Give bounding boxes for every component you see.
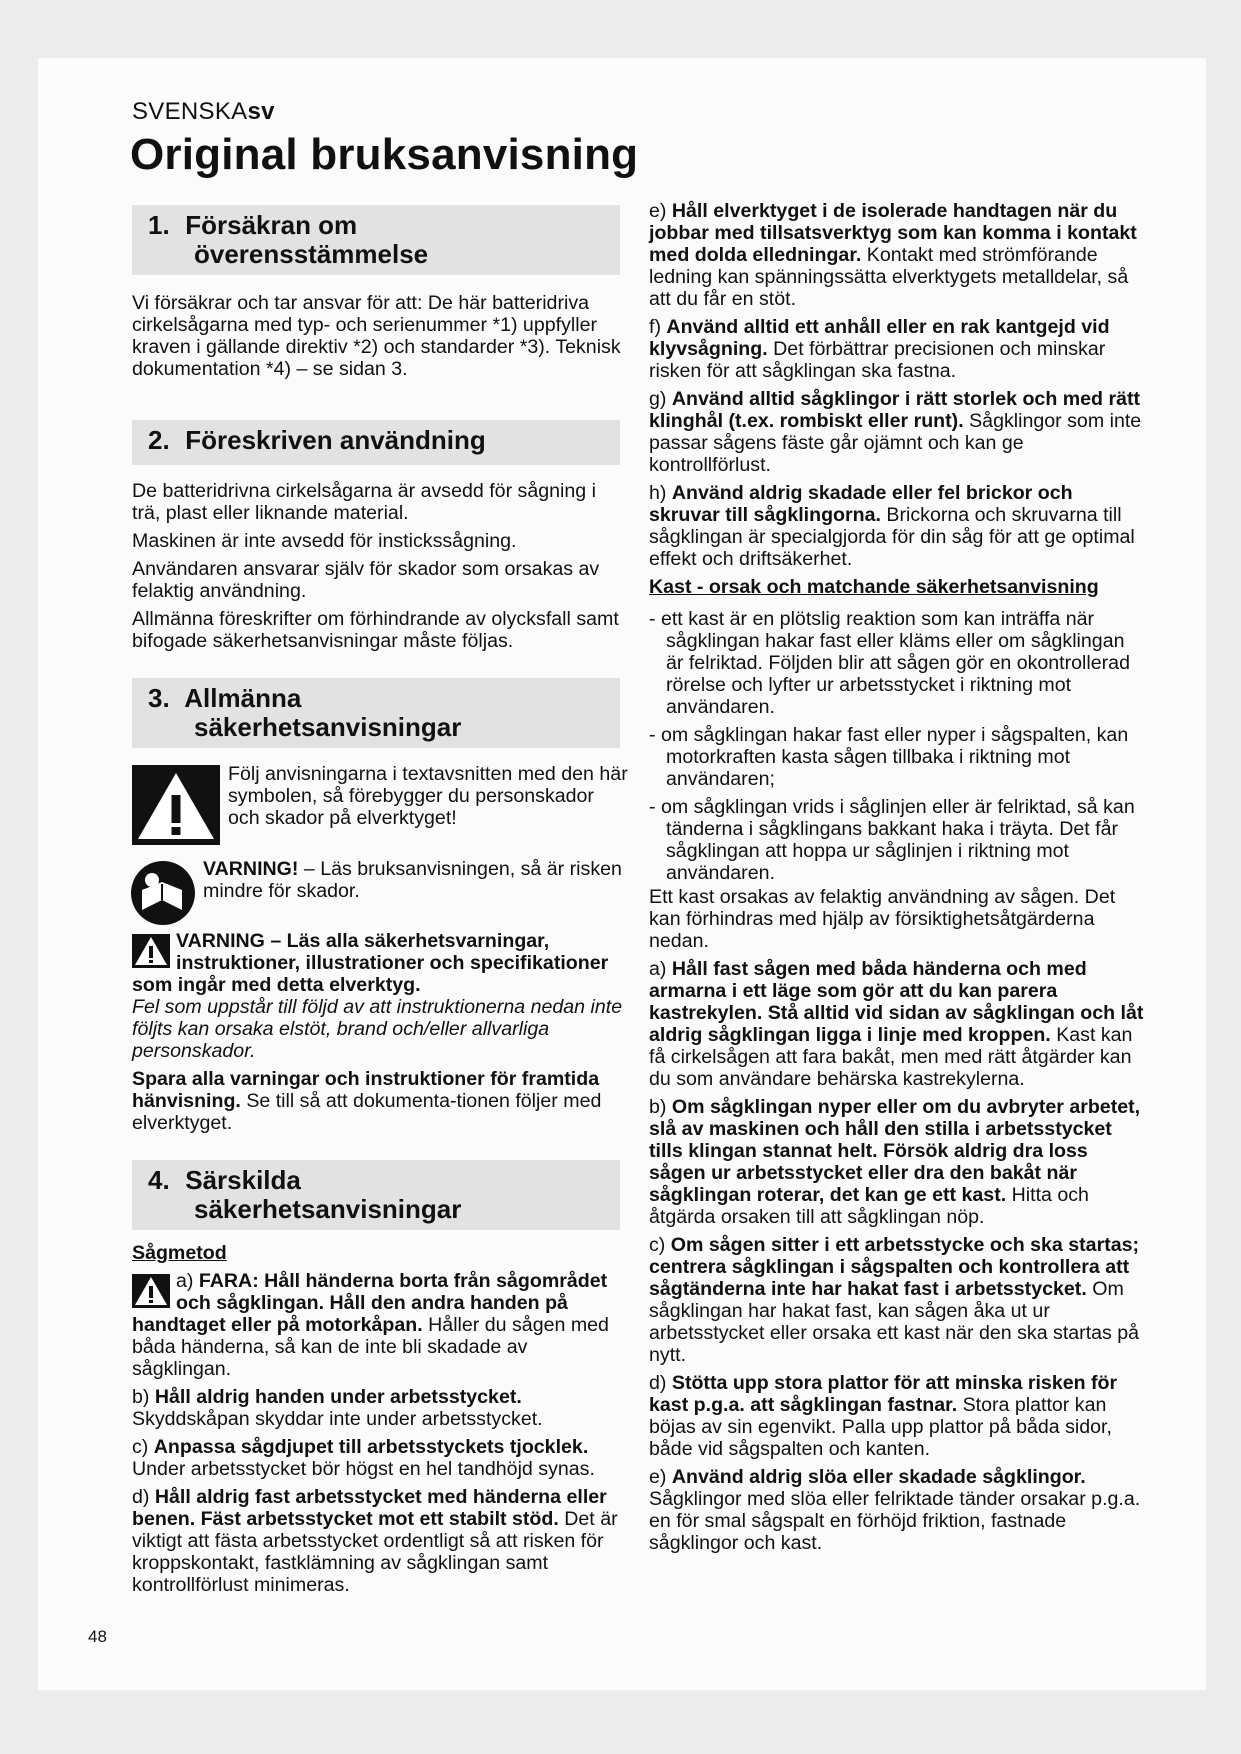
symbol-explanation: Följ anvisningarna i textavsnitten med den här symbolen, så förebygger du personskador och skador på elverktyget! bbox=[228, 763, 628, 829]
warning-read-manual: VARNING! – Läs bruksanvisningen, så är risken mindre för skador. bbox=[203, 858, 622, 902]
read-manual-icon bbox=[130, 860, 196, 926]
right-column-text: e) Håll elverktyget i de isolerade handtagen när du jobbar med tillsatsverktyg som kan komma i kontakt med dolda elledningar. Kontakt med strömförande ledning kan spänningssätta elverktygets metalldelar, så att du får en stöt. f) Använd alltid ett anhåll eller en rak kantgejd vid klyvsågning. Det förbättrar precisionen och minskar risken för att sågklingan ska fastna. g) Använd alltid sågklingor i rätt storlek och med rätt klinghål (t.ex. rombiskt eller runt). Sågklingor som inte passar sågens fäste går ojämnt och kan ge kontrollförlust. h) Använd aldrig skadade eller fel brickor och skruvar till sågklingorna. Brickorna och skruvarna till sågklingan är specialgjorda för din såg för att ge optimal effekt och driftsäkerhet. Kast - orsak och matchande säkerhetsanvisning - ett kast är en plötslig reaktion som kan inträffa när sågklingan hakar fast eller kläms eller om sågklingan är felriktad. Följden blir att sågen gör en okontrollerad rörelse och lyfter ur arbetsstycket i riktning mot användaren. - om sågklingan hakar fast eller nyper i sågspalten, kan motorkraften kasta sågen tillbaka i riktning mot användaren; - om sågklingan vrids i såglinjen eller är felriktad, så kan tänderna i sågklingans bakkant haka i träyta. Det får sågklingan att hoppa ur såglinjen i riktning mot användaren. Ett kast orsakas av felaktig användning av sågen. Det kan förhindras med hjälp av försiktighetsåtgärderna nedan. a) Håll fast sågen med båda händerna och med armarna i ett läge som gör att du kan parera kastrekylen. Stå alltid vid sidan av sågklingan och låt aldrig sågklingan ligga i linje med kroppen. Kast kan få cirkelsågen att fara bakåt, men med rätt åtgärder kan du som användare behärska kastrekylerna. b) Om sågklingan nyper eller om du avbryter arbetet, slå av maskinen och håll den stilla i arbetsstycket tills klingan stannat helt. Försök aldrig dra loss sågen ur arbetsstycket eller dra den bakåt när sågklingan roterar, det kan ge ett kast. Hitta och åtgärda orsaken till att sågklingan nöp. c) Om sågen sitter i ett arbetsstycke och ska startas; centrera sågklingan i sågspalten och kontrollera att sågtänderna inte har hakat fast i arbetsstycket. Om sågklingan har hakat fast, kan sågen åka ut ur arbetsstycket eller orsaka ett kast när den ska startas på nytt. d) Stötta upp stora plattor för att minska risken för kast p.g.a. att sågklingan fastnar. Stora plattor kan böjas av sin egenvikt. Palla upp plattor på båda sidor, både vid sågspalten och kanten. e) Använd aldrig slöa eller skadade sågklingor. Sågklingor med slöa eller felriktade tänder orsakar p.g.a. en för smal sågspalt en förhöjd friktion, fastnade sågklingor och kast. bbox=[649, 200, 1144, 1554]
section-heading-3: 3. Allmänna säkerhetsanvisningar bbox=[132, 678, 620, 748]
danger-small-icon bbox=[132, 1274, 170, 1308]
list-item: - ett kast är en plötslig reaktion som kan inträffa när sågklingan hakar fast eller kläms eller om sågklingan är felriktad. Följden blir att sågen gör en okontrollerad rörelse och lyfter ur arbetsstycket i riktning mot användaren. bbox=[649, 608, 1130, 718]
page-number: 48 bbox=[88, 1627, 107, 1646]
section-heading-4: 4. Särskilda säkerhetsanvisningar bbox=[132, 1160, 620, 1230]
section1-text: Vi försäkrar och tar ansvar för att: De här batteridriva cirkelsågarna med typ- och serienummer *1) uppfyller kraven i gällande direktiv *2) och standarder *3). Teknisk dokumentation *4) – se sidan 3. bbox=[132, 292, 621, 380]
warning-triangle-icon bbox=[132, 765, 220, 845]
section2-text: De batteridrivna cirkelsågarna är avsedd för sågning i trä, plast eller liknande material. Maskinen är inte avsedd för instickssågning. Användaren ansvarar själv för skador som orsakas av felaktig användning. Allmänna föreskrifter om förhindrande av olycksfall samt bifogade säkerhetsanvisningar måste följas. bbox=[132, 480, 619, 652]
page-title: Original bruksanvisning bbox=[130, 130, 639, 179]
list-item: - om sågklingan hakar fast eller nyper i sågspalten, kan motorkraften kasta sågen tillbaka i riktning mot användaren; bbox=[649, 724, 1129, 790]
language-label: SVENSKAsv bbox=[132, 98, 275, 125]
warning-small-icon bbox=[132, 934, 170, 968]
kast-heading: Kast - orsak och matchande säkerhetsanvisning bbox=[649, 576, 1099, 598]
list-item: - om sågklingan vrids i såglinjen eller är felriktad, så kan tänderna i sågklingans bakkant haka i träyta. Det får sågklingan att hoppa ur såglinjen i riktning mot användaren. bbox=[649, 796, 1135, 884]
section-heading-2: 2. Föreskriven användning bbox=[132, 420, 620, 465]
section4-text: Sågmetod a) FARA: Håll händerna borta från sågområdet och sågklingan. Håll den andra handen på handtaget eller på motorkåpan. Håller du sågen med båda händerna, så kan de inte bli skadade av sågklingan. b) Håll aldrig handen under arbetsstycket. Skyddskåpan skyddar inte under arbetsstycket. c) Anpassa sågdjupet till arbetsstyckets tjocklek. Under arbetsstycket bör högst en hel tandhöjd synas. d) Håll aldrig fast arbetsstycket med händerna eller benen. Fäst arbetsstycket mot ett stabilt stöd. Det är viktigt att fästa arbetsstycket ordentligt så att risken för kroppskontakt, fastklämning av sågklingan samt kontrollförlust minimeras. bbox=[132, 1242, 618, 1596]
general-warning-block: VARNING – Läs alla säkerhetsvarningar, instruktioner, illustrationer och specifikationer som ingår med detta elverktyg. Fel som uppstår till följd av att instruktionerna nedan inte följts kan orsaka elstöt, brand och/eller allvarliga personskador. Spara alla varningar och instruktioner för framtida hänvisning. Se till så att dokumenta-tionen följer med elverktyget. bbox=[132, 930, 623, 1134]
section-heading-1: 1. Försäkran om överensstämmelse bbox=[132, 205, 620, 275]
